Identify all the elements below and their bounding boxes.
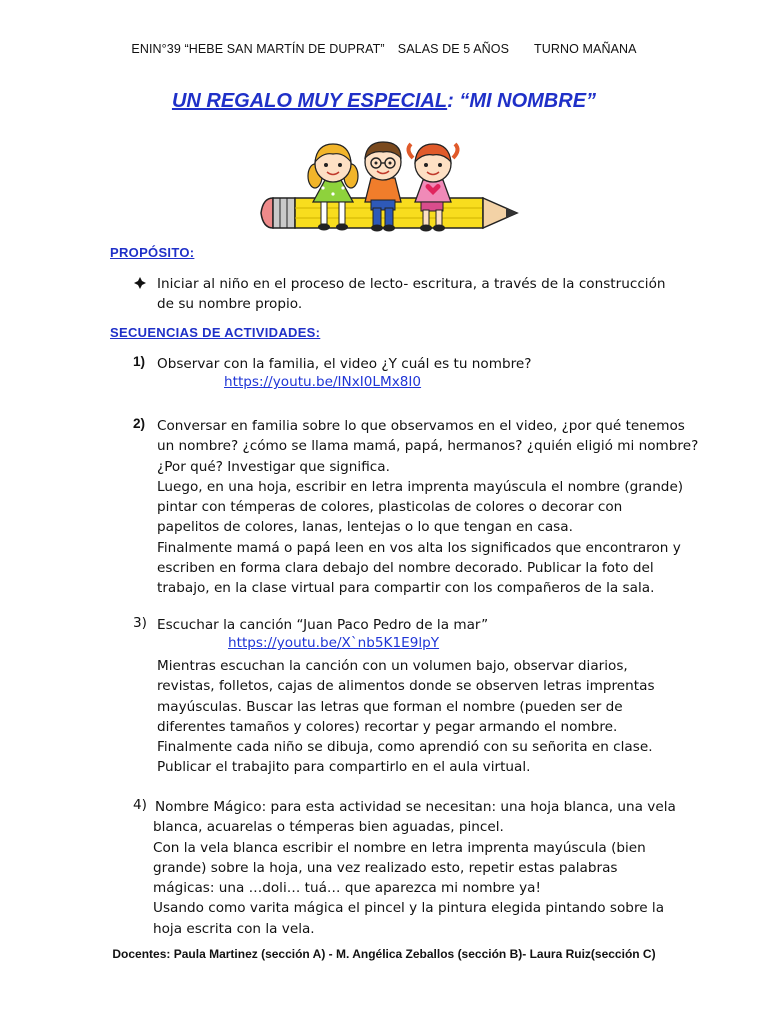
activity-line: revistas, folletos, cajas de alimentos donde se observen letras imprentas <box>157 678 655 695</box>
activity-line: pintar con témperas de colores, plasticolas de colores o decorar con <box>157 499 623 516</box>
activity-line: mayúsculas. Buscar las letras que forman el nombre (pueden ser de <box>157 698 623 715</box>
activity-4-number: 4) <box>133 797 147 813</box>
school-name: ENIN°39 “HEBE SAN MARTÍN DE DUPRAT” <box>131 42 385 56</box>
shift-label: TURNO MAÑANA <box>534 42 637 56</box>
activity-line: papelitos de colores, lanas, lentejas o lo que tengan en casa. <box>157 519 573 536</box>
children-on-pencil-icon <box>255 140 525 245</box>
diamond-bullet-icon <box>134 277 146 289</box>
activity-line: hoja escrita con la vela. <box>153 920 315 937</box>
title-part-1: UN REGALO MUY ESPECIAL <box>171 90 448 112</box>
activity-line: Publicar el trabajito para compartirlo en el aula virtual. <box>157 759 531 776</box>
rooms-label: SALAS DE 5 AÑOS <box>397 42 510 56</box>
activity-line: trabajo, en la clase virtual para compartir con los compañeros de la sala. <box>157 580 655 597</box>
sequences-heading: SECUENCIAS DE ACTIVIDADES: <box>110 325 321 340</box>
activity-1-text <box>157 354 531 374</box>
activity-4-text <box>153 797 676 939</box>
activity-line: mágicas: una …doli… tuá… que aparezca mi nombre ya! <box>153 880 541 897</box>
activity-2-number: 2) <box>133 416 146 431</box>
activity-3-song-link[interactable]: https://youtu.be/X`nb5K1E9lpY <box>228 635 440 651</box>
activity-3-title <box>157 615 488 635</box>
activity-line: Escuchar la canción “Juan Paco Pedro de la mar” <box>157 617 489 633</box>
activity-line: ¿Por qué? Investigar que significa. <box>157 458 390 475</box>
activity-line: Finalmente mamá o papá leen en vos alta los significados que encontraron y <box>157 539 681 556</box>
activity-line: Usando como varita mágica el pincel y la pintura elegida pintando sobre la <box>153 900 665 917</box>
purpose-line: de su nombre propio. <box>157 296 303 313</box>
activity-line: blanca, acuarelas o témperas bien aguadas, pincel. <box>153 819 504 836</box>
activity-3-text <box>157 656 655 778</box>
page-title <box>0 90 768 113</box>
activity-line: Con la vela blanca escribir el nombre en letra imprenta mayúscula (bien <box>153 839 646 856</box>
activity-line: Mientras escuchan la canción con un volumen bajo, observar diarios, <box>157 658 628 674</box>
purpose-text <box>157 274 666 315</box>
activity-line: un nombre? ¿cómo se llama mamá, papá, hermanos? ¿quién eligió mi nombre? <box>157 438 699 455</box>
activity-line: grande) sobre la hoja, una vez realizado esto, repetir estas palabras <box>153 859 618 876</box>
purpose-line: Iniciar al niño en el proceso de lecto- escritura, a través de la construcción <box>157 276 666 292</box>
activity-3-number: 3) <box>133 615 147 631</box>
activity-2-text <box>157 416 698 599</box>
title-part-2: : “MI NOMBRE” <box>447 90 597 112</box>
activity-line: diferentes tamaños y colores) recortar y pegar armando el nombre. <box>157 718 618 735</box>
activity-1-video-link[interactable]: https://youtu.be/INxI0LMx8I0 <box>224 374 422 390</box>
school-header <box>0 42 768 56</box>
purpose-heading: PROPÓSITO: <box>110 245 195 260</box>
teachers-footer: Docentes: Paula Martinez (sección A) - M. Angélica Zeballos (sección B)- Laura Ruiz(sección C) <box>112 947 656 961</box>
activity-line: Conversar en familia sobre lo que observamos en el video, ¿por qué tenemos <box>157 418 685 434</box>
activity-line: escriben en forma clara debajo del nombre decorado. Publicar la foto del <box>157 560 654 577</box>
activity-1-number: 1) <box>133 354 146 369</box>
activity-line: Luego, en una hoja, escribir en letra imprenta mayúscula el nombre (grande) <box>157 478 684 495</box>
activity-line: Nombre Mágico: para esta actividad se necesitan: una hoja blanca, una vela <box>155 799 676 815</box>
activity-line: Finalmente cada niño se dibuja, como aprendió con su señorita en clase. <box>157 739 653 756</box>
activity-line: Observar con la familia, el video ¿Y cuál es tu nombre? <box>157 356 532 372</box>
